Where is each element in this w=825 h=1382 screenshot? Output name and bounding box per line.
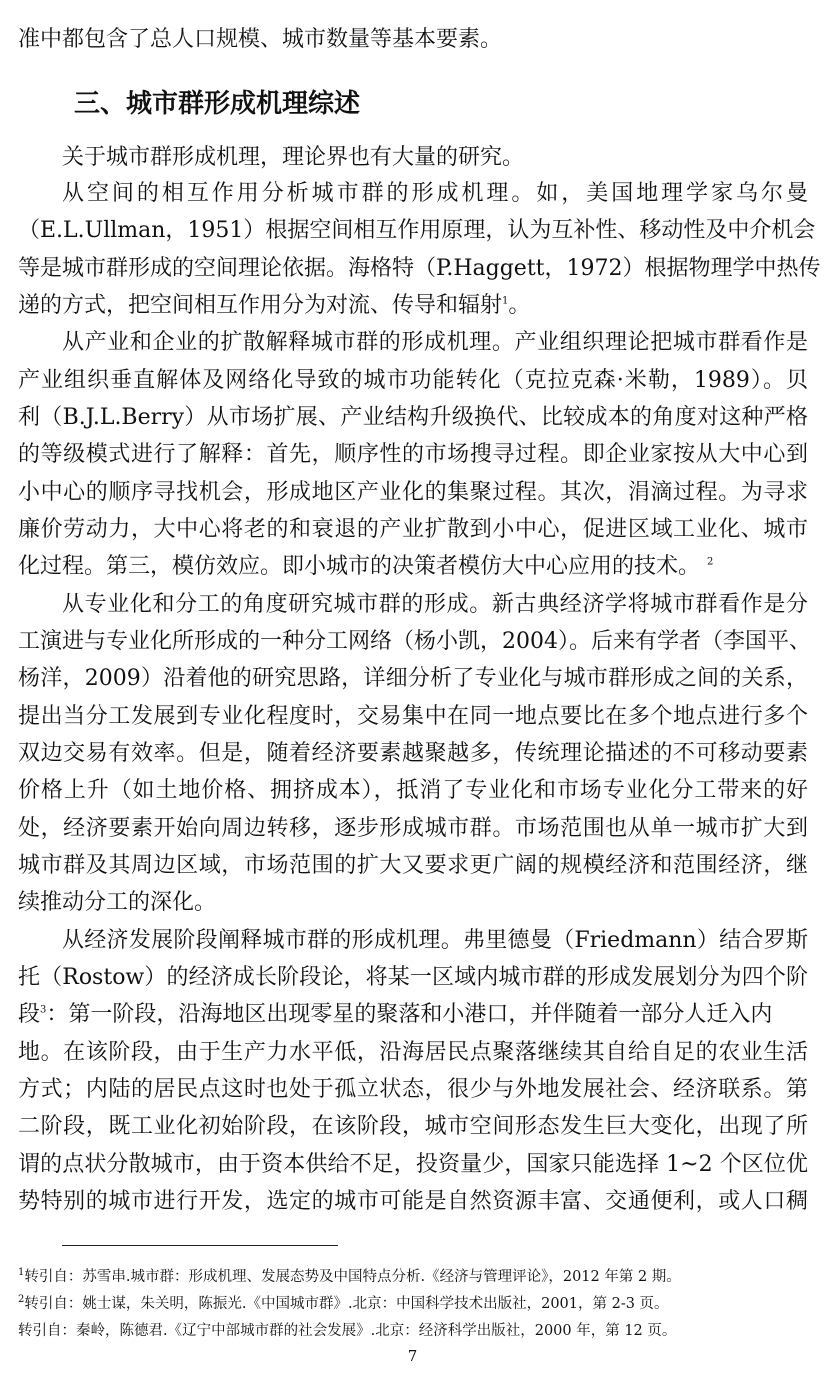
text-line: 城市群及其周边区域，市场范围的扩大又要求更广阔的规模经济和范围经济，继 <box>18 853 808 878</box>
text-line: 提出当分工发展到专业化程度时，交易集中在同一地点要比在多个地点进行多个 <box>18 704 808 729</box>
text-line: 势特别的城市进行开发，选定的城市可能是自然资源丰富、交通便利，或人口稠 <box>18 1189 808 1214</box>
text-line: 价格上升（如土地价格、拥挤成本），抵消了专业化和市场专业化分工带来的好 <box>18 778 808 803</box>
text-line: 方式；内陆的居民点这时也处于孤立状态，很少与外地发展社会、经济联系。第 <box>18 1077 808 1102</box>
page-number: 7 <box>407 1347 418 1365</box>
footnote-ref: 1 <box>502 295 509 307</box>
text-line: 工演进与专业化所形成的一种分工网络（杨小凯，2004）。后来有学者（李国平、 <box>18 629 811 654</box>
text-line: （E.L.Ullman，1951）根据空间相互作用原理，认为互补性、移动性及中介机会 <box>18 218 816 243</box>
text-line: 二阶段，既工业化初始阶段，在该阶段，城市空间形态发生巨大变化，出现了所 <box>18 1114 808 1139</box>
text-line: 小中心的顺序寻找机会，形成地区产业化的集聚过程。其次，涓滴过程。为寻求 <box>18 480 808 505</box>
text-line: 双边交易有效率。但是，随着经济要素越聚越多，传统理论描述的不可移动要素 <box>18 741 808 766</box>
text-line: 段$^3$：第一阶段，沿海地区出现零星的聚落和小港口，并伴随着一部分人迁入内 <box>18 1002 773 1027</box>
text-line: 谓的点状分散城市，由于资本供给不足，投资量少，国家只能选择 1~2 个区位优 <box>18 1152 808 1177</box>
footnote: 转引自：秦岭，陈德君.《辽宁中部城市群的社会发展》.北京：经济科学出版社，2000 年，第 12 页。 <box>18 1323 677 1339</box>
text-line: 产业组织垂直解体及网络化导致的城市功能转化（克拉克森·米勒，1989）。贝 <box>18 368 808 393</box>
text-line: 化过程。第三，模仿效应。即小城市的决策者模仿大中心应用的技术。 $^2$ <box>18 554 714 579</box>
text-line: 准中都包含了总人口规模、城市数量等基本要素。 <box>18 27 503 52</box>
text-line: 处，经济要素开始向周边转移，逐步形成城市群。市场范围也从单一城市扩大到 <box>18 816 808 841</box>
text-line: 地。在该阶段，由于生产力水平低，沿海居民点聚落继续其自给自足的农业生活 <box>18 1040 808 1065</box>
text-line: 续推动分工的深化。 <box>18 890 217 915</box>
text-line: 杨洋，2009）沿着他的研究思路，详细分析了专业化与城市群形成之间的关系， <box>18 666 808 691</box>
footnote: $^1$转引自：苏雪串.城市群：形成机理、发展态势及中国特点分析.《经济与管理评论》，2012 年第 2 期。 <box>18 1267 681 1285</box>
paragraph-first-line: 关于城市群形成机理，理论界也有大量的研究。 <box>62 145 525 170</box>
text-line: 的等级模式进行了解释：首先，顺序性的市场搜寻过程。即企业家按从大中心到 <box>18 442 808 467</box>
section-heading: 三、城市群形成机理综述 <box>74 89 361 119</box>
text-line: 托（Rostow）的经济成长阶段论，将某一区域内城市群的形成发展划分为四个阶 <box>18 965 808 990</box>
paragraph-first-line: 从经济发展阶段阐释城市群的形成机理。弗里德曼（Friedmann）结合罗斯 <box>62 928 808 953</box>
paragraph-first-line: 从产业和企业的扩散解释城市群的形成机理。产业组织理论把城市群看作是 <box>62 330 808 355</box>
text-line: 利（B.J.L.Berry）从市场扩展、产业结构升级换代、比较成本的角度对这种严格 <box>18 405 808 430</box>
paragraph-first-line: 从空间的相互作用分析城市群的形成机理。如，美国地理学家乌尔曼 <box>62 181 808 206</box>
footnote-separator <box>62 1245 338 1246</box>
footnote-ref: 2 <box>707 556 714 568</box>
text-line: 廉价劳动力，大中心将老的和衰退的产业扩散到小中心，促进区域工业化、城市 <box>18 517 808 542</box>
text-line: 递的方式，把空间相互作用分为对流、传导和辐射$^1$。 <box>18 293 531 318</box>
paragraph-first-line: 从专业化和分工的角度研究城市群的形成。新古典经济学将城市群看作是分 <box>62 592 808 617</box>
footnote: $^2$转引自：姚士谋，朱关明，陈振光.《中国城市群》.北京：中国科学技术出版社，2001，第 2-3 页。 <box>18 1294 669 1312</box>
text-line: 等是城市群形成的空间理论依据。海格特（P.Haggett，1972）根据物理学中热传 <box>18 256 821 281</box>
footnote-ref: 3 <box>40 1004 47 1016</box>
